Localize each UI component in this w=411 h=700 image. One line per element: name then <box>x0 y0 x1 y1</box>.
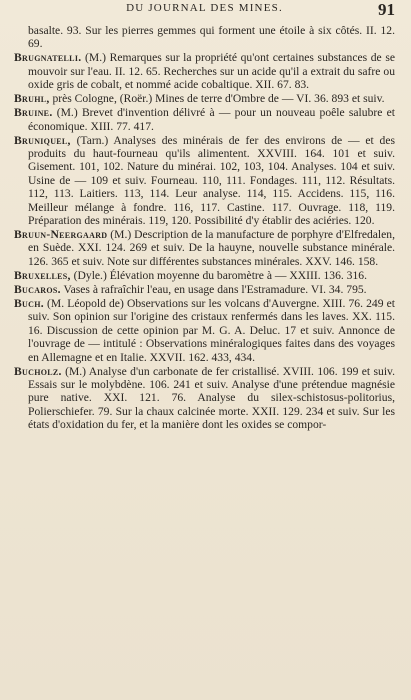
page-number: 91 <box>378 0 395 19</box>
index-entry <box>14 365 395 432</box>
entry-heading: Bruniquel, <box>14 133 71 147</box>
index-entry <box>14 92 395 105</box>
entry-heading: Bruun-Neergaard <box>14 228 108 242</box>
entry-text: (M.) Analyse d'un carbonate de fer cristallisé. XVIII. 106. 199 et suiv. Essais sur le molybdène. 106. 241 et suiv. Analyse d'une prétendue magnésie pure native. XXI. 121. 76. Analyse du silex-schistosus-politorius, Polierschiefer. 79. Sur la chaux calcinée morte. XXII. 129. 234 et suiv. Sur les états d'oxidation du fer, et la manière dont les oxides se compor- <box>28 364 395 432</box>
index-entry <box>14 51 395 91</box>
entry-heading: Brugnatelli. <box>14 51 82 65</box>
entry-text: (Dyle.) Élévation moyenne du baromètre à — XXIII. 136. 316. <box>70 268 367 282</box>
running-title: DU JOURNAL DES MINES. <box>126 2 283 14</box>
index-entry <box>14 269 395 282</box>
entry-text: (M. Léopold de) Observations sur les volcans d'Auvergne. XIII. 76. 249 et suiv. Son opinion sur l'origine des cristaux renfermés dans les laves. XX. 115. 16. Discussion de cette opinion par M. G. A. Deluc. 17 et suiv. Annonce de l'ouvrage de — intitulé : Observations minéralogiques faites dans des voyages en Allemagne et en Italie. XXVII. 162. 433, 434. <box>28 296 395 364</box>
entry-heading: Bruine. <box>14 106 53 120</box>
entry-heading: Bruhl, <box>14 92 50 106</box>
entry-text: (M.) Remarques sur la propriété qu'ont certaines substances de se mouvoir sur l'eau. II. 12. 65. Recherches sur un acide qu'il a extrait du safre ou oxide gris de cobalt, et nommé acide cobaltique. XII. 67. 83. <box>28 51 395 92</box>
entry-heading: Bucaros. <box>14 282 61 296</box>
index-entry <box>14 297 395 364</box>
entry-text: (M.) Brevet d'invention délivré à — pour un nouveau poêle salubre et économique. XIII. 77. 417. <box>28 106 395 133</box>
index-entry <box>14 106 395 133</box>
entry-heading: Bruxelles, <box>14 268 71 282</box>
index-entry <box>14 134 395 228</box>
entry-text: (Tarn.) Analyses des minérais de fer des environs de — et des produits du haut-fourneau qu'ils alimentent. XXVIII. 164. 101 et suiv. Gisement. 101, 102. Nature du minérai. 102, 103, 104. Analyses. 104 et suiv. Usine de — 109 et suiv. Fourneau. 110, 111. Fondages. 111, 112. Résultats. 112, 113. Laitiers. 113, 114. Leur analyse. 114, 115. Accidens. 115, 116. Meilleur mélange à fondre. 116, 117. Castine. 117. Ouvrage. 118, 119. Préparation des minérais. 119, 120. Possibilité d'y établir des aciéries. 120. <box>28 133 395 228</box>
index-entry <box>14 228 395 268</box>
entry-text: près Cologne, (Roër.) Mines de terre d'Ombre de — VI. 36. 893 et suiv. <box>49 92 385 106</box>
index-entry <box>14 24 395 51</box>
entry-text: basalte. 93. Sur les pierres gemmes qui forment une étoile à six côtés. II. 12. 69. <box>28 24 395 51</box>
entry-heading: Buch. <box>14 296 44 310</box>
entry-text: (M.) Description de la manufacture de porphyre d'Elfredalen, en Suède. XXI. 124. 269 et suiv. De la hauyne, nouvelle substance minérale. 126. 365 et suiv. Note sur différentes substances minérales. XXV. 146. 158. <box>28 228 395 268</box>
running-header <box>14 2 395 24</box>
index-entry <box>14 283 395 296</box>
entry-text: Vases à rafraîchir l'eau, en usage dans l'Estramadure. VI. 34. 795. <box>60 282 367 296</box>
entry-heading: Bucholz. <box>14 364 62 378</box>
